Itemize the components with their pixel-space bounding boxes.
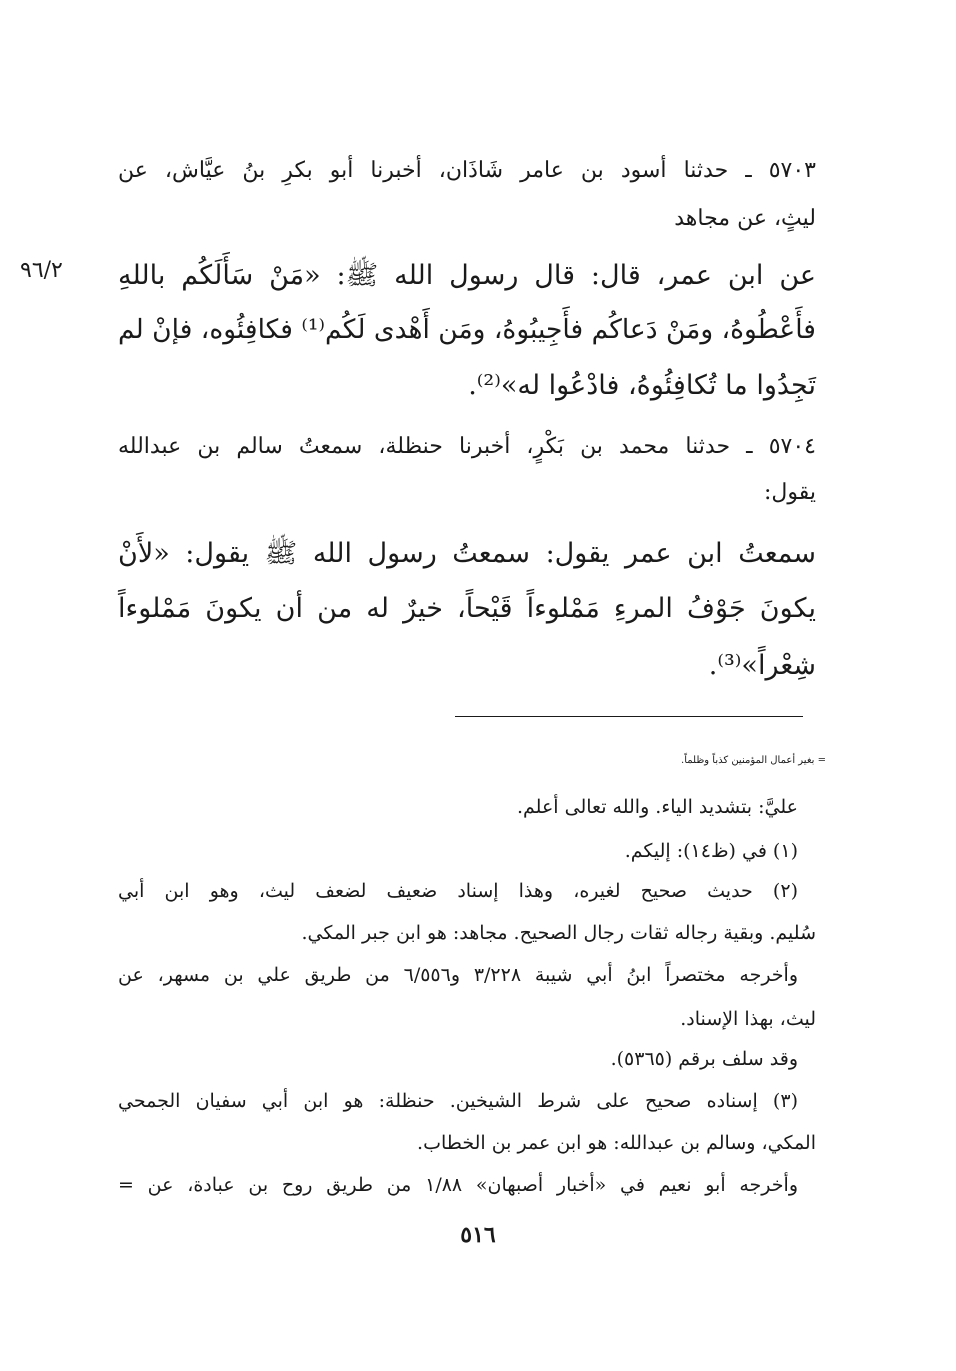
matn-line: شِعْراً»⁽³⁾.	[708, 650, 816, 681]
hadith-5703-matn	[118, 262, 816, 412]
isnad-line: يقول:	[763, 480, 816, 505]
hadith-5704-isnad	[118, 436, 816, 516]
footnotes	[118, 755, 826, 1196]
footnote-line: (٢) حديث صحيح لغيره، وهذا إسناد ضعيف لضعف ليث، وهو ابن أبي	[118, 880, 798, 902]
matn-line: تَجِدُوا ما تُكافِئُوهُ، فادْعُوا له»⁽²⁾.	[468, 370, 816, 401]
isnad-line: ٥٧٠٤ ـ حدثنا محمد بن بَكْرٍ، أخبرنا حنظلة، سمعتُ سالم بن عبدالله	[118, 434, 816, 459]
footnote-line: المكي، وسالم بن عبدالله: هو ابن عمر بن الخطاب.	[417, 1132, 816, 1154]
matn-line: يكونَ جَوْفُ المرءِ مَمْلوءاً قَيْحاً، خيرٌ له من أن يكونَ مَمْلوءاً	[118, 593, 816, 624]
footnote-line: وأخرجه أبو نعيم في «أخبار أصبهان» ١/٨٨ من طريق روح بن عبادة، عن =	[118, 1174, 798, 1196]
footnote-line: = بغير أعمال المؤمنين كذباً وظلماً.	[681, 755, 826, 766]
footnote-line: سُليم. وبقية رجاله ثقات رجال الصحيح. مجاهد: هو ابن جبر المكي.	[301, 922, 816, 944]
matn-line: فأَعْطُوهُ، ومَنْ دَعاكُم فأَجِيبُوهُ، ومَن أَهْدى لَكُم⁽¹⁾ فكافِئُوه، فإنْ لم	[118, 314, 816, 345]
hadith-5704-matn	[118, 540, 816, 690]
isnad-line: ٥٧٠٣ ـ حدثنا أسود بن عامر شَاذَان، أخبرنا أبو بكرِ بنُ عيَّاش، عن	[118, 158, 816, 183]
footnote-line: ليث، بهذا الإسناد.	[680, 1008, 816, 1030]
matn-line: سمعتُ ابن عمر يقول: سمعتُ رسول الله ﷺ يقول: «لأَنْ	[118, 538, 816, 569]
footnote-line: (١) في (ظ١٤): إليكم.	[624, 840, 798, 862]
margin-reference: ٩٦/٢	[20, 258, 63, 283]
footnote-line: (٣) إسناده صحيح على شرط الشيخين. حنظلة: هو ابن أبي سفيان الجمحي	[118, 1090, 798, 1112]
hadith-5703-isnad	[118, 160, 816, 240]
footnote-line: وقد سلف برقم (٥٣٦٥).	[610, 1048, 798, 1070]
footnote-line: وأخرجه مختصراً ابنُ أبي شيبة ٣/٢٢٨ و٦/٥٥٦ من طريق علي بن مسهر، عن	[118, 964, 799, 986]
footnote-divider	[455, 716, 803, 717]
footnote-line: عليَّ: بتشديد الياء. والله تعالى أعلم.	[516, 796, 798, 818]
isnad-line: ليثٍ، عن مجاهد	[674, 206, 816, 231]
page-number: ٥١٦	[460, 1222, 496, 1248]
matn-line: عن ابن عمر، قال: قال رسول الله ﷺ: «مَنْ سَأَلَكُم باللهِ	[118, 260, 816, 291]
